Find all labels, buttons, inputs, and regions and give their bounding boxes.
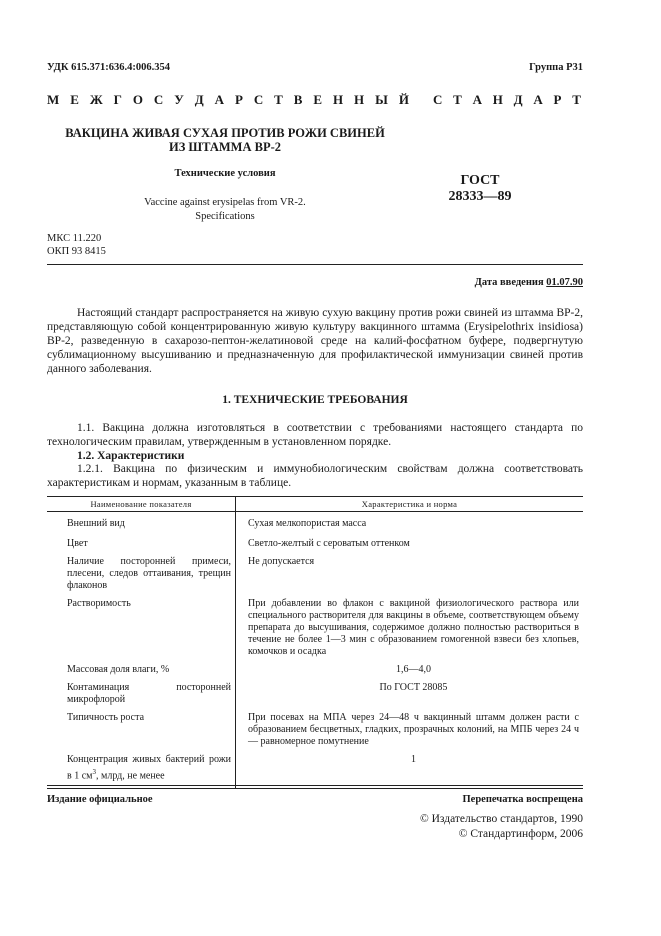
title-line-1: ВАКЦИНА ЖИВАЯ СУХАЯ ПРОТИВ РОЖИ СВИНЕЙ [65,126,385,140]
standard-word-interstate [47,92,409,108]
spaced-letter: Д [513,92,523,107]
indicator-value: При посевах на МПА через 24—48 ч вакцинный штамм должен расти с образованием бесцветных, гладких, прозрачных колоний, на МПБ через 24 ч — равномерное помутнение [248,712,579,747]
footer-divider [47,785,583,786]
spaced-letter: Е [70,92,79,107]
indicator-name-superscript: 3 [92,768,96,776]
indicator-name: Наличие посторонней примеси, плесени, следов оттаивания, трещин флаконов [47,556,236,598]
english-title [60,196,390,224]
indicator-name: Внешний вид [47,512,236,537]
spaced-letter: Т [453,92,462,107]
spaced-letter: Р [553,92,562,107]
indicator-name: Типичность роста [47,712,236,754]
spaced-letter: Ы [375,92,388,107]
gost-label: ГОСТ [460,173,500,188]
table-row [47,512,583,537]
indicator-name [47,754,236,789]
spaced-letter: В [293,92,303,107]
indicator-value: Не допускается [248,556,315,567]
reprint-prohibited-note: Перепечатка воспрещена [462,794,583,805]
gost-number: 28333—89 [448,189,512,204]
spaced-letter: С [153,92,164,107]
table-row [47,598,583,664]
clause-1-1: 1.1. Вакцина должна изготовляться в соответствии с требованиями настоящего стандарта по технологическим правилам, утвержденным в установленном порядке. [47,422,583,448]
indicator-name: Растворимость [47,598,236,664]
table-row [47,536,583,556]
title-line-2: ИЗ ШТАММА ВР-2 [168,140,282,154]
spaced-letter: Е [313,92,323,107]
classification-codes [47,232,106,258]
table-header-row [47,497,583,512]
column-header-norm: Характеристика и норма [236,497,584,512]
spaced-letter: Н [354,92,365,107]
spaced-letter: Д [194,92,204,107]
effective-date-value: 01.07.90 [546,277,583,288]
clause-1-2: 1.2. Характеристики [77,450,185,462]
gost-designation [440,173,520,205]
spaced-letter: Т [572,92,581,107]
copyright-line-1: © Издательство стандартов, 1990 [419,813,583,825]
indicator-value: 1,6—4,0 [396,664,431,675]
spaced-letter: Й [398,92,409,107]
spaced-letter: А [214,92,224,107]
indicator-value: По ГОСТ 28085 [379,682,448,693]
table-row [47,664,583,682]
spaced-letter: А [472,92,482,107]
standard-word-standard [433,92,581,108]
indicator-name: Контаминация посторонней микрофлорой [47,682,236,712]
top-divider [47,264,583,265]
spaced-letter: С [253,92,264,107]
standard-type-heading [47,92,581,108]
spaced-letter: Ж [89,92,103,107]
indicator-name: Массовая доля влаги, % [47,664,236,682]
official-edition-note: Издание официальное [47,794,153,805]
characteristics-table [47,496,583,789]
spaced-letter: Т [274,92,283,107]
group-code: Группа Р31 [529,62,583,73]
english-title-line-1: Vaccine against erysipelas from VR-2. [144,197,306,208]
mks-code: МКС 11.220 [47,233,102,244]
clause-1-2-1: 1.2.1. Вакцина по физическим и иммунобиологическим свойствам должна соответствовать характеристикам и нормам, указанным в таблице. [47,463,583,489]
effective-date [475,277,583,288]
copyright-block [420,812,583,842]
effective-date-label: Дата введения [474,277,544,288]
subtitle: Технические условия [174,168,276,179]
indicator-name-part: , млрд, не менее [96,770,165,782]
indicator-value: 1 [236,754,584,789]
spaced-letter: Н [332,92,344,107]
table-row [47,754,583,789]
spaced-letter: О [132,92,143,107]
indicator-name: Цвет [47,536,236,556]
spaced-letter: М [47,92,60,107]
english-title-line-2: Specifications [195,211,255,222]
table-row [47,682,583,712]
udk-code: УДК 615.371:636.4:006.354 [47,62,170,73]
spaced-letter: У [174,92,184,107]
section-heading: 1. ТЕХНИЧЕСКИЕ ТРЕБОВАНИЯ [222,394,408,406]
indicator-name-part: Концентрация живых бактерий рожи в 1 см [67,754,231,782]
indicator-value: Светло-желтый с сероватым оттенком [248,538,410,549]
column-header-indicator: Наименование показателя [47,497,236,512]
spaced-letter: А [533,92,543,107]
document-title [60,126,390,154]
spaced-letter: Н [492,92,503,107]
okp-code: ОКП 93 8415 [47,246,106,257]
indicator-value: При добавлении во флакон с вакциной физиологического раствора или специального растворителя для вакцины в объеме, соответствующем объему препарата до высушивания, содержимое должно полностью раствориться в течение не более 1—3 мин с образованием гомогенной взвеси без хлопьев, комочков и осадка [248,598,579,657]
spaced-letter: С [433,92,443,107]
table-row [47,556,583,598]
copyright-line-2: © Стандартинформ, 2006 [458,828,583,840]
spaced-letter: Г [113,92,122,107]
intro-paragraph: Настоящий стандарт распространяется на живую сухую вакцину против рожи свиней из штамма ВР-2, представляющую собой концентрированную живую культуру вакцинного штамма (Erysipelothrix insidiosa) ВР-2, разведенную в сахарозо-пептон-желатиновой среде на калий-фосфатном буфере, подвергнутую сублимационному высушиванию и предназначенную для профилактической иммунизации свиней против данного заболевания. [47,307,583,375]
spaced-letter: Р [234,92,243,107]
indicator-value: Сухая мелкопористая масса [248,518,367,529]
table-row [47,712,583,754]
